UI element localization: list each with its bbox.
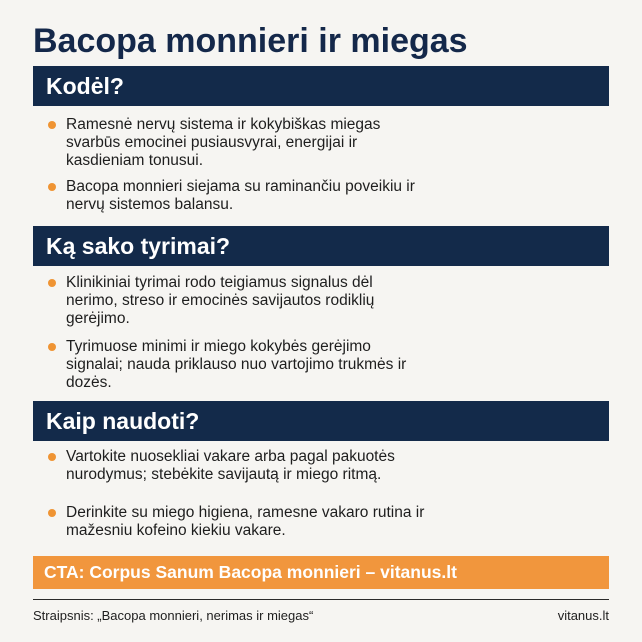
bullet-dot-icon xyxy=(48,343,56,351)
list-item xyxy=(48,448,428,484)
list-item xyxy=(48,504,428,540)
list-item xyxy=(48,178,428,214)
list-item-text: Bacopa monnieri siejama su raminančiu poveikiu ir nervų sistemos balansu. xyxy=(66,178,415,213)
footer-site-link[interactable]: vitanus.lt xyxy=(557,608,609,623)
page-title: Bacopa monnieri ir miegas xyxy=(33,22,468,60)
list-item xyxy=(48,274,428,328)
list-item xyxy=(48,116,428,170)
cta-banner[interactable]: CTA: Corpus Sanum Bacopa monnieri – vitanus.lt xyxy=(33,556,609,589)
list-item-text: Derinkite su miego higiena, ramesne vakaro rutina ir mažesniu kofeino kiekiu vakare. xyxy=(66,504,425,539)
footer-divider xyxy=(33,599,609,600)
section-heading-research: Ką sako tyrimai? xyxy=(33,226,609,266)
bullet-dot-icon xyxy=(48,121,56,129)
list-item-text: Vartokite nuosekliai vakare arba pagal pakuotės nurodymus; stebėkite savijautą ir miego ritmą. xyxy=(66,448,395,483)
bullet-dot-icon xyxy=(48,453,56,461)
list-item-text: Tyrimuose minimi ir miego kokybės gerėjimo signalai; nauda priklauso nuo vartojimo trukmės ir dozės. xyxy=(66,338,407,391)
list-item-text: Klinikiniai tyrimai rodo teigiamus signalus dėl nerimo, streso ir emocinės savijautos rodiklių gerėjimo. xyxy=(66,274,375,327)
bullet-dot-icon xyxy=(48,279,56,287)
list-item xyxy=(48,338,428,392)
bullet-dot-icon xyxy=(48,509,56,517)
section-heading-usage: Kaip naudoti? xyxy=(33,401,609,441)
list-item-text: Ramesnė nervų sistema ir kokybiškas miegas svarbūs emocinei pusiausvyrai, energijai ir kasdieniam tonusui. xyxy=(66,116,381,169)
section-heading-why: Kodėl? xyxy=(33,66,609,106)
footer-article-reference: Straipsnis: „Bacopa monnieri, nerimas ir miegas“ xyxy=(33,608,314,623)
bullet-dot-icon xyxy=(48,183,56,191)
